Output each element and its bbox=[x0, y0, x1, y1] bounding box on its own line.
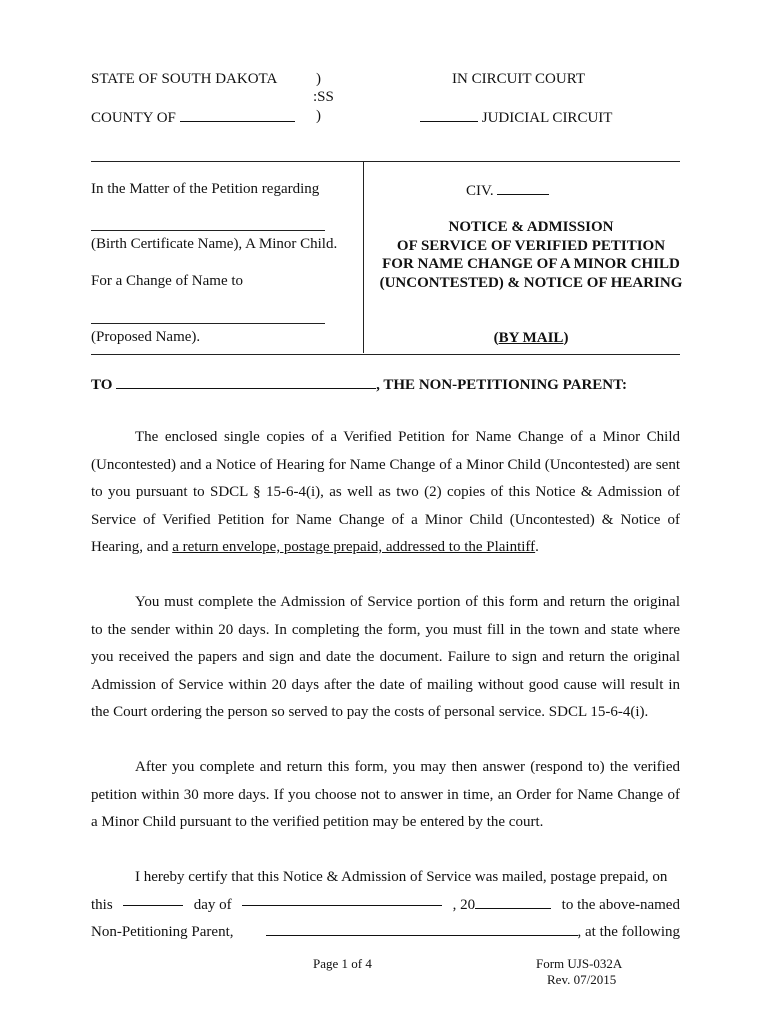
paragraph-1-end: . bbox=[535, 539, 539, 555]
service-method bbox=[366, 329, 696, 348]
change-label: For a Change of Name to bbox=[91, 273, 244, 289]
month-blank[interactable] bbox=[242, 892, 442, 906]
service-method-close: ) bbox=[563, 330, 569, 346]
day-blank[interactable] bbox=[123, 892, 183, 906]
caption-bottom-rule bbox=[91, 354, 680, 355]
certify-line-3 bbox=[91, 919, 680, 947]
form-revision: Rev. 07/2015 bbox=[547, 972, 617, 987]
caption-paren-top: ) bbox=[316, 71, 321, 87]
to-label: TO bbox=[91, 377, 113, 393]
page-number: Page 1 of 4 bbox=[313, 956, 372, 971]
caption-paren-bottom: ) bbox=[316, 108, 321, 124]
parent-address-blank[interactable] bbox=[266, 922, 578, 936]
circuit-label: JUDICIAL CIRCUIT bbox=[481, 110, 613, 126]
caption-top-rule bbox=[91, 161, 680, 162]
state-label: STATE OF SOUTH DAKOTA bbox=[91, 71, 278, 87]
return-envelope-text: a return envelope, postage prepaid, addressed to the Plaintiff bbox=[172, 539, 536, 555]
form-number: Form UJS-032A bbox=[536, 956, 623, 971]
year-label: , 20 bbox=[452, 896, 476, 913]
certify-line-2 bbox=[91, 892, 680, 920]
this-label: this bbox=[91, 896, 113, 913]
county-label: COUNTY OF bbox=[91, 110, 176, 126]
proposed-name-blank[interactable] bbox=[91, 323, 325, 324]
non-petitioning-parent-label: Non-Petitioning Parent, bbox=[91, 924, 234, 940]
above-named-label: to the above-named bbox=[561, 896, 680, 913]
following-label: , at the following bbox=[577, 924, 680, 940]
addressee-line bbox=[91, 375, 627, 394]
paragraph-1 bbox=[91, 424, 680, 562]
civ-label: CIV. bbox=[466, 183, 494, 199]
title-line-4: (UNCONTESTED) & NOTICE OF HEARING bbox=[379, 274, 683, 291]
service-method-open: ( bbox=[493, 330, 499, 346]
year-blank[interactable] bbox=[475, 895, 551, 909]
certify-text: I hereby certify that this Notice & Admission of Service was mailed, postage prepaid, on bbox=[135, 869, 668, 885]
paragraph-1-text: The enclosed single copies of a Verified Petition for Name Change of a Minor Child (Uncontested) and a Notice of Hearing for Name Change of a Minor Child (Uncontested) are sent to you pursuant to SDCL § 15-6-4(i), as well as two (2) copies of this Notice & Admission of Service of Verified Petition for Name Change of a Minor Child (Uncontested) & Notice of Hearing, and bbox=[91, 429, 680, 555]
paragraph-2-text: You must complete the Admission of Service portion of this form and return the original to the sender within 20 days. In completing the form, you must fill in the town and state where you received the papers and sign and date the document. Failure to sign and return the original Admission of Service within 20 days after the date of mailing without good cause will result in the Court ordering the person so served to pay the costs of personal service. SDCL 15-6-4(i). bbox=[91, 594, 680, 720]
county-blank[interactable] bbox=[180, 108, 295, 122]
title-line-1: NOTICE & ADMISSION bbox=[448, 219, 614, 235]
court-label: IN CIRCUIT COURT bbox=[452, 71, 585, 87]
matter-intro: In the Matter of the Petition regarding bbox=[91, 181, 320, 197]
paragraph-2 bbox=[91, 589, 680, 727]
civ-number-blank[interactable] bbox=[497, 181, 549, 195]
birth-name-label: (Birth Certificate Name), A Minor Child. bbox=[91, 236, 338, 252]
circuit-line bbox=[420, 108, 612, 127]
certify-line-1 bbox=[91, 864, 680, 892]
title-line-2: OF SERVICE OF VERIFIED PETITION bbox=[396, 237, 666, 254]
day-of-label: day of bbox=[193, 896, 232, 913]
proposed-label: (Proposed Name). bbox=[91, 329, 201, 345]
paragraph-3-text: After you complete and return this form, you may then answer (respond to) the verified petition within 30 more days. If you choose not to answer in time, an Order for Name Change of a Minor Child pursuant to the verified petition may be entered by the court. bbox=[91, 759, 680, 830]
circuit-blank[interactable] bbox=[420, 108, 478, 122]
paragraph-4 bbox=[91, 864, 680, 947]
county-line bbox=[91, 108, 295, 127]
title-line-3: FOR NAME CHANGE OF A MINOR CHILD bbox=[382, 256, 680, 272]
recipient-label: , THE NON-PETITIONING PARENT: bbox=[376, 377, 628, 393]
document-title bbox=[366, 218, 696, 292]
caption-ss: :SS bbox=[313, 89, 334, 105]
parent-name-blank[interactable] bbox=[116, 375, 376, 389]
service-method-label: BY MAIL bbox=[498, 330, 564, 346]
birth-name-blank[interactable] bbox=[91, 230, 325, 231]
civ-line bbox=[466, 181, 549, 200]
caption-divider bbox=[363, 161, 364, 353]
paragraph-3 bbox=[91, 754, 680, 837]
